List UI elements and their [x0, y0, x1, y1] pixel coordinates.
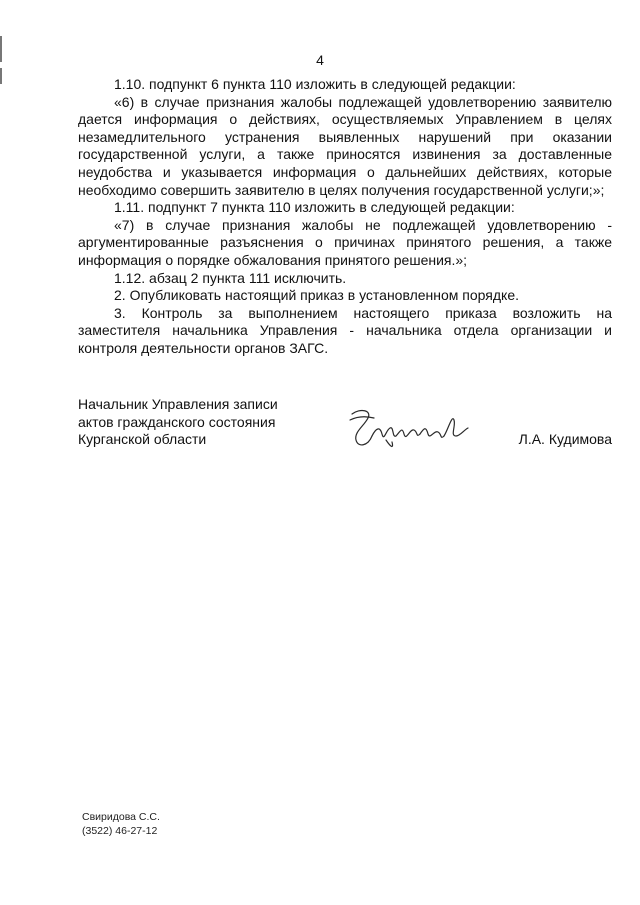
- page-number: 4: [316, 52, 324, 68]
- paragraph-1-12: 1.12. абзац 2 пункта 111 исключить.: [114, 269, 347, 286]
- signatory-title-line-3: Курганской области: [78, 431, 207, 448]
- signatory-title-line-2: актов гражданского состояния: [78, 413, 276, 430]
- paragraph-subitem-7: «7) в случае признания жалобы не подлежащей удовлетворению - аргументированные разъяснения о причинах принятого решения, а также информация о порядке обжалования принятого решения.»;: [78, 216, 612, 268]
- left-margin-mark-bottom: [0, 68, 2, 84]
- paragraph-1-10: 1.10. подпункт 6 пункта 110 изложить в следующей редакции:: [114, 76, 516, 92]
- handwritten-signature: [346, 406, 472, 452]
- signatory-title: [78, 396, 278, 449]
- signatory-name: Л.А. Кудимова: [518, 431, 612, 447]
- signatory-title-line-1: Начальник Управления записи: [78, 396, 278, 412]
- executor-name: Свиридова С.С.: [82, 811, 160, 823]
- paragraph-subitem-6: «6) в случае признания жалобы подлежащей удовлетворению заявителю дается информация о действиях, осуществляемых Управлением в целях незамедлительного устранения выявленных нарушений при оказании государственной услуги, а также приносятся извинения за доставленные неудобства и указывается информация о дальнейших действиях, которые необходимо совершить заявителю в целях получения государственной услуги;»;: [78, 93, 612, 198]
- paragraph-2-publish: 2. Опубликовать настоящий приказ в установленном порядке.: [114, 287, 520, 304]
- document-body: [78, 76, 612, 358]
- paragraph-3-control: 3. Контроль за выполнением настоящего приказа возложить на заместителя начальника Управления - начальника отдела организации и контроля деятельности органов ЗАГС.: [78, 304, 612, 356]
- signature-block: [78, 396, 612, 456]
- paragraph-1-11: 1.11. подпункт 7 пункта 110 изложить в следующей редакции:: [114, 199, 515, 216]
- executor-phone: (3522) 46-27-12: [82, 825, 158, 837]
- executor-info: [82, 810, 160, 838]
